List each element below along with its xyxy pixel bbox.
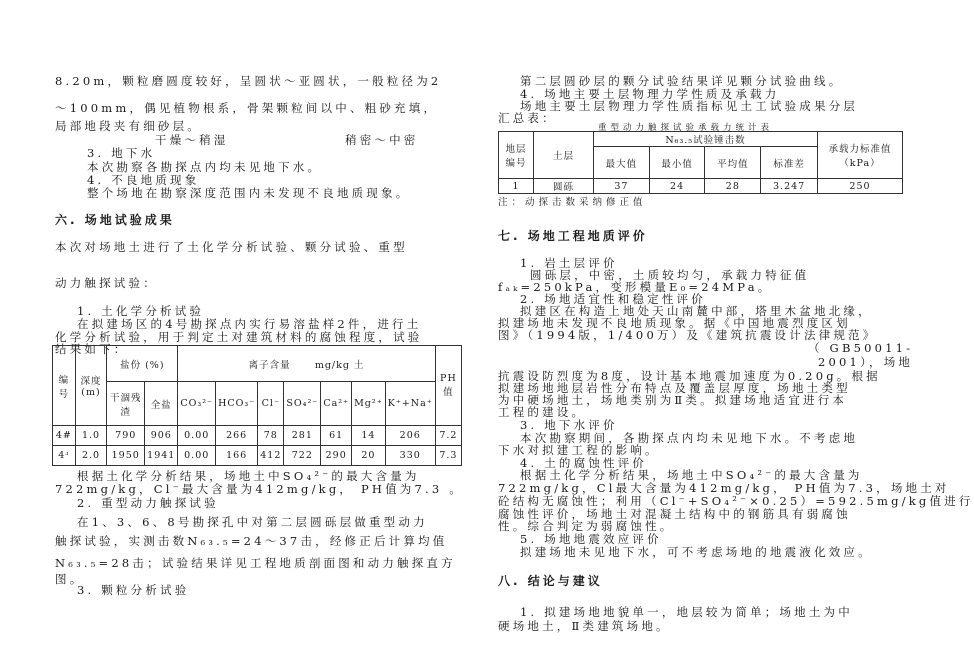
text-line: 1. 岩土层评价 [520, 256, 618, 270]
text-line: 场地主要土层物理力学性质指标见土工试验成果分层 [520, 99, 859, 113]
col-so4: SO₄²⁻ [284, 382, 321, 426]
cell: 1.0 [75, 426, 107, 446]
text-line: 3. 地下水评价 [520, 418, 618, 432]
text-line: 局部地段夹有细砂层。 [55, 119, 202, 133]
text-line: 拟建场地未见地下水，可不考虑场地的地震液化效应。 [520, 545, 873, 559]
cell: 78 [258, 426, 284, 446]
text-line: 5. 场地地震效应评价 [520, 532, 662, 546]
cell: 0.00 [178, 446, 216, 466]
ion-unit: mg/kg 土 [314, 359, 365, 371]
text-line: 根据土化学分析结果，场地土中SO₄²⁻的最大含量为 [77, 469, 420, 483]
text-line: 722mg/kg，Cl最大含量为412mg/kg， PH值为7.3，场地土对 [498, 481, 950, 495]
text-line: 结果如下： [55, 342, 129, 356]
cell: 206 [385, 426, 435, 446]
cell: 28 [705, 179, 761, 194]
ion-label: 离子含量 [248, 359, 291, 371]
col-co3: CO₃²⁻ [178, 382, 216, 426]
text-line: 拟建场地地层岩性分布特点及覆盖层厚度，场地土类型 [498, 381, 851, 395]
text-line: 3. 颗粒分析试验 [77, 583, 190, 597]
text-line: 本次勘察期间，各勘探点内均未见地下水。不考虑地 [520, 431, 859, 445]
cell: 330 [385, 446, 435, 466]
col-hco3: HCO₃⁻ [216, 382, 258, 426]
cell: 1941 [145, 446, 178, 466]
cell: 4# [53, 426, 76, 446]
text-line: fₐₖ=250kPa，变形模量E₀=24MPa。 [498, 280, 773, 294]
text-line: 腐蚀性评价，场地土对混凝土结构中的钢筋具有弱腐蚀 [498, 507, 851, 521]
col-total: 全盐 [145, 382, 178, 426]
text-line: 8.20m，颗粒磨圆度较好，呈圆状～亚圆状，一般粒径为2 [55, 74, 442, 88]
col-capacity: 承载力标准值（kPa） [818, 132, 903, 179]
text-line: N₆₃.₅=28击；试验结果详见工程地质剖面图和动力触探直方 [55, 556, 456, 570]
cell: 250 [818, 179, 903, 194]
table-caption: 重型动力触探试验承载力统计表 [598, 123, 774, 133]
text-line: 2. 重型动力触探试验 [77, 496, 219, 510]
text-line: 1. 土化学分析试验 [77, 304, 205, 318]
text-line: 第二层圆砂层的颗分试验结果详见颗分试验曲线。 [520, 74, 844, 88]
cell: 0.00 [178, 426, 216, 446]
text-line: 4. 土的腐蚀性评价 [520, 456, 648, 470]
text-line: 化学分析试验，用于判定土对建筑材料的腐蚀程度，试验 [55, 330, 423, 344]
col-depth: 深度(m) [75, 346, 107, 426]
text-line: 在1、3、6、8号勘探孔中对第二层圆砾层做重型动力 [77, 515, 428, 529]
text-line: 4. 不良地质现象 [87, 173, 200, 187]
cell: 290 [321, 446, 352, 466]
cell: 722 [284, 446, 321, 466]
table-row [53, 426, 462, 446]
cell: 906 [145, 426, 178, 446]
cell: 20 [352, 446, 386, 466]
cell: 37 [594, 179, 650, 194]
section-heading: 八. 结论与建议 [498, 574, 603, 588]
col-salt: 盐份 (%) [107, 346, 178, 382]
text-line: ～100mm，偶见植物根系，骨架颗粒间以中、粗砂充填， [55, 101, 439, 115]
text-line: 在拟建场区的4号勘探点内实行易溶盐样2件，进行土 [77, 317, 422, 331]
col-layer-no: 地层编号 [499, 132, 534, 179]
text-line: 触探试验，实测击数N₆₃.₅=24～37击，经修正后计算均值 [55, 534, 448, 548]
text-line: 2. 场地适宜性和稳定性评价 [520, 292, 706, 306]
cell: 1 [499, 179, 534, 194]
cell: 281 [284, 426, 321, 446]
col-avg: 平均值 [705, 147, 761, 179]
cell: 790 [107, 426, 145, 446]
text-line: 抗震设防烈度为8度，设计基本地震加速度为0.20g。根据 [498, 369, 881, 383]
cell: 7.2 [435, 426, 461, 446]
col-ion [178, 346, 435, 382]
text-line: 干燥～稍湿 [155, 133, 229, 147]
text-line: 拟建场地未发现不良地质现象。据《中国地震烈度区划 [498, 316, 851, 330]
col-cl: Cl⁻ [258, 382, 284, 426]
text-line: 性。综合判定为弱腐蚀性。 [498, 519, 675, 533]
table-note: 注：动探击数采纳修正值 [498, 197, 647, 208]
text-line: 整个场地在勘察深度范围内未发现不良地质现象。 [87, 186, 411, 200]
cell: 61 [321, 426, 352, 446]
cell: 24 [649, 179, 705, 194]
col-kna: K⁺+Na⁺ [385, 382, 435, 426]
col-no: 编号 [53, 346, 76, 426]
col-max: 最大值 [594, 147, 650, 179]
text-line: 本次勘察各勘探点内均未见地下水。 [87, 160, 323, 174]
text-line: 4. 场地主要土层物理力学性质及承载力 [520, 87, 780, 101]
cell: 2.0 [75, 446, 107, 466]
section-heading: 六. 场地试验成果 [55, 213, 175, 227]
text-line: 圆砾层，中密，土质较均匀，承载力特征值 [530, 268, 810, 282]
chemical-analysis-table [52, 345, 462, 466]
col-n: N₆₃.₅试验锤击数 [594, 132, 818, 147]
text-line: 图。 [55, 572, 85, 586]
col-mg: Mg²⁺ [352, 382, 386, 426]
col-min: 最小值 [649, 147, 705, 179]
text-line: 稍密～中密 [345, 133, 419, 147]
text-line: 本次对场地土进行了土化学分析试验、颗分试验、重型 [55, 240, 408, 254]
text-line: 图》（1994版，1/400万）及《建筑抗震设计法律规范》 [498, 328, 878, 342]
col-std: 标准差 [761, 147, 818, 179]
table-row [53, 446, 462, 466]
text-line: 拟建区在构造上地处天山南麓中部，塔里木盆地北缘， [520, 304, 873, 318]
col-dry: 干涸残渣 [107, 382, 145, 426]
text-line: 下水对拟建工程的影响。 [498, 443, 660, 457]
cell: 166 [216, 446, 258, 466]
cell: 3.247 [761, 179, 818, 194]
col-ph: PH值 [435, 346, 461, 426]
cell: 412 [258, 446, 284, 466]
cell: 圆砾 [534, 179, 594, 194]
cell: 7.3 [435, 446, 461, 466]
text-line: 工程的建设。 [498, 405, 587, 419]
text-line: 动力触探试验： [55, 276, 158, 290]
text-line: 砼结构无腐蚀性；利用（Cl⁻+SO₄²⁻×0.25）=592.5mg/kg值进行 [498, 494, 974, 508]
text-line: 为中硬场地土，场地类别为Ⅱ类。拟建场地适宜进行本 [498, 393, 848, 407]
text-line: 硬场地土，Ⅱ类建筑场地。 [498, 619, 671, 633]
text-line: （ GB50011- [808, 341, 914, 355]
text-line: 根据土化学分析结果，场地土中SO₄²⁻的最大含量为 [520, 468, 863, 482]
section-heading: 七. 场地工程地质评价 [498, 229, 648, 243]
col-ca: Ca²⁺ [321, 382, 352, 426]
cell: 1950 [107, 446, 145, 466]
table-row [499, 179, 903, 194]
text-line: 3. 地下水 [87, 146, 156, 160]
col-soil: 土层 [534, 132, 594, 179]
text-line: 2001），场地 [818, 355, 914, 369]
cell: 4ʴ [53, 446, 76, 466]
text-line: 汇总表： [498, 111, 557, 125]
text-line: 1. 拟建场地地貌单一，地层较为简单；场地土为中 [520, 605, 853, 619]
cell: 14 [352, 426, 386, 446]
penetration-test-table [498, 131, 903, 194]
text-line: 722mg/kg，Cl⁻最大含量为412mg/kg， PH值为7.3 。 [55, 482, 464, 496]
cell: 266 [216, 426, 258, 446]
